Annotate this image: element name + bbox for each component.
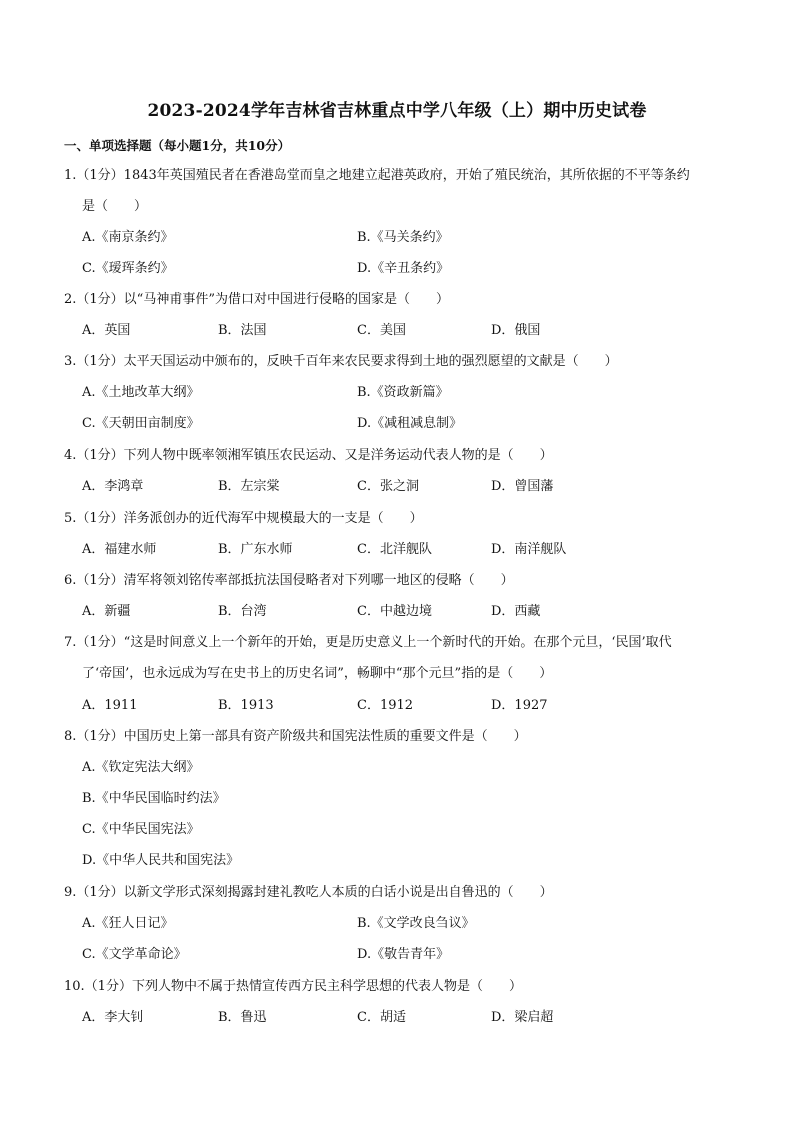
question-9-stem: 9.（1分）以新文学形式深刻揭露封建礼教吃人本质的白话小说是出自鲁迅的（ ） [64, 885, 553, 900]
q10-option-a[interactable]: A．李大钊 [82, 1010, 144, 1025]
q3-option-c[interactable]: C.《天朝田亩制度》 [82, 416, 200, 431]
q1-option-d[interactable]: D.《辛丑条约》 [357, 261, 450, 276]
q9-option-a[interactable]: A.《狂人日记》 [82, 916, 174, 931]
q9-option-c[interactable]: C.《文学革命论》 [82, 947, 187, 962]
q1-option-a[interactable]: A.《南京条约》 [82, 230, 174, 245]
q9-option-d[interactable]: D.《敬告青年》 [357, 947, 450, 962]
q10-option-d[interactable]: D．梁启超 [491, 1010, 554, 1025]
q7-option-c[interactable]: C．1912 [357, 698, 414, 713]
q7-option-b[interactable]: B．1913 [218, 698, 274, 713]
q6-option-b[interactable]: B．台湾 [218, 604, 267, 619]
question-10-stem: 10.（1分）下列人物中不属于热情宣传西方民主科学思想的代表人物是（ ） [64, 979, 522, 994]
q2-option-c[interactable]: C．美国 [357, 323, 406, 338]
q5-option-b[interactable]: B．广东水师 [218, 542, 293, 557]
question-1-stem: 1.（1分）1843年英国殖民者在香港岛堂而皇之地建立起港英政府，开始了殖民统治，其所依据的不平等条约 [64, 168, 690, 183]
q9-option-b[interactable]: B.《文学改良刍议》 [357, 916, 475, 931]
q5-option-c[interactable]: C．北洋舰队 [357, 542, 432, 557]
question-7-stem-cont: 了‘帝国’，也永远成为写在史书上的历史名词”，畅聊中“那个元旦”指的是（ ） [82, 666, 553, 681]
q10-option-c[interactable]: C．胡适 [357, 1010, 406, 1025]
q6-option-c[interactable]: C．中越边境 [357, 604, 432, 619]
q8-option-c[interactable]: C.《中华民国宪法》 [82, 822, 200, 837]
q10-option-b[interactable]: B．鲁迅 [218, 1010, 267, 1025]
q8-option-d[interactable]: D.《中华人民共和国宪法》 [82, 853, 240, 868]
q6-option-d[interactable]: D．西藏 [491, 604, 541, 619]
q1-option-c[interactable]: C.《瑷珲条约》 [82, 261, 174, 276]
page-title: 2023-2024学年吉林省吉林重点中学八年级（上）期中历史试卷 [147, 101, 647, 121]
question-1-stem-cont: 是（ ） [82, 199, 148, 214]
q7-option-a[interactable]: A．1911 [82, 698, 138, 713]
q8-option-a[interactable]: A.《钦定宪法大纲》 [82, 760, 200, 775]
question-6-stem: 6.（1分）清军将领刘铭传率部抵抗法国侵略者对下列哪一地区的侵略（ ） [64, 573, 514, 588]
q3-option-b[interactable]: B.《资政新篇》 [357, 385, 449, 400]
question-3-stem: 3.（1分）太平天国运动中颁布的，反映千百年来农民要求得到土地的强烈愿望的文献是（ ） [64, 354, 618, 369]
q3-option-d[interactable]: D.《减租减息制》 [357, 416, 463, 431]
q3-option-a[interactable]: A.《土地改革大纲》 [82, 385, 200, 400]
q4-option-c[interactable]: C．张之洞 [357, 479, 419, 494]
question-5-stem: 5.（1分）洋务派创办的近代海军中规模最大的一支是（ ） [64, 511, 423, 526]
q4-option-b[interactable]: B．左宗棠 [218, 479, 280, 494]
question-7-stem: 7.（1分）“这是时间意义上一个新年的开始，更是历史意义上一个新时代的开始。在那个元旦，‘民国’取代 [64, 635, 672, 650]
q2-option-d[interactable]: D．俄国 [491, 323, 541, 338]
q1-option-b[interactable]: B.《马关条约》 [357, 230, 449, 245]
q2-option-b[interactable]: B．法国 [218, 323, 267, 338]
q5-option-a[interactable]: A．福建水师 [82, 542, 157, 557]
q2-option-a[interactable]: A．英国 [82, 323, 131, 338]
q5-option-d[interactable]: D．南洋舰队 [491, 542, 567, 557]
q6-option-a[interactable]: A．新疆 [82, 604, 131, 619]
question-4-stem: 4.（1分）下列人物中既率领湘军镇压农民运动、又是洋务运动代表人物的是（ ） [64, 448, 553, 463]
section-heading: 一、单项选择题（每小题1分，共10分） [64, 138, 291, 153]
question-8-stem: 8.（1分）中国历史上第一部具有资产阶级共和国宪法性质的重要文件是（ ） [64, 729, 527, 744]
q4-option-d[interactable]: D．曾国藩 [491, 479, 554, 494]
q7-option-d[interactable]: D．1927 [491, 698, 548, 713]
q4-option-a[interactable]: A．李鸿章 [82, 479, 144, 494]
question-2-stem: 2.（1分）以“马神甫事件”为借口对中国进行侵略的国家是（ ） [64, 292, 449, 307]
q8-option-b[interactable]: B.《中华民国临时约法》 [82, 791, 226, 806]
